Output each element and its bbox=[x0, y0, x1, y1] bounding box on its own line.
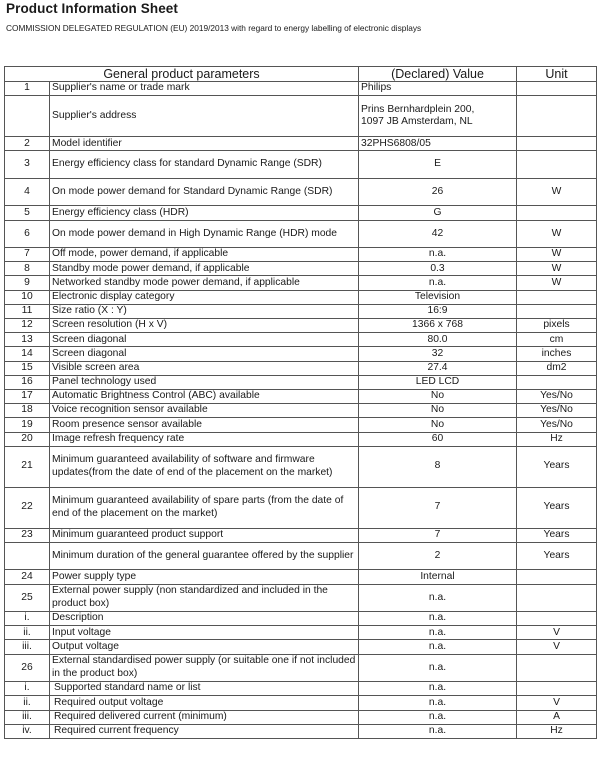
parameter-name: Screen diagonal bbox=[50, 347, 359, 361]
declared-value: 0.3 bbox=[359, 262, 517, 276]
unit-value: V bbox=[517, 696, 597, 710]
unit-value bbox=[517, 151, 597, 179]
parameter-name: Voice recognition sensor available bbox=[50, 404, 359, 418]
declared-value: 1366 x 768 bbox=[359, 319, 517, 333]
declared-value: No bbox=[359, 418, 517, 432]
table-row bbox=[5, 528, 597, 542]
row-number: 23 bbox=[5, 528, 50, 542]
declared-value: Prins Bernhardplein 200, 1097 JB Amsterdam, NL bbox=[359, 96, 517, 137]
parameter-name: Required output voltage bbox=[50, 696, 359, 710]
row-number: i. bbox=[5, 682, 50, 696]
table-row bbox=[5, 389, 597, 403]
table-row bbox=[5, 290, 597, 304]
table-row bbox=[5, 220, 597, 248]
parameter-name: Required current frequency bbox=[50, 724, 359, 738]
table-row bbox=[5, 640, 597, 654]
declared-value: 32 bbox=[359, 347, 517, 361]
declared-value: 7 bbox=[359, 528, 517, 542]
table-row bbox=[5, 724, 597, 738]
declared-value: No bbox=[359, 404, 517, 418]
row-number: 14 bbox=[5, 347, 50, 361]
table-row bbox=[5, 432, 597, 446]
parameter-name: On mode power demand for Standard Dynamic Range (SDR) bbox=[50, 178, 359, 206]
parameter-name: Size ratio (X : Y) bbox=[50, 304, 359, 318]
row-number: 11 bbox=[5, 304, 50, 318]
parameter-name: Minimum guaranteed product support bbox=[50, 528, 359, 542]
unit-value: W bbox=[517, 276, 597, 290]
table-row bbox=[5, 96, 597, 137]
parameter-name: Supported standard name or list bbox=[50, 682, 359, 696]
row-number: i. bbox=[5, 612, 50, 626]
parameter-name: Image refresh frequency rate bbox=[50, 432, 359, 446]
unit-value bbox=[517, 290, 597, 304]
declared-value: LED LCD bbox=[359, 375, 517, 389]
unit-value: W bbox=[517, 262, 597, 276]
declared-value: No bbox=[359, 389, 517, 403]
declared-value: n.a. bbox=[359, 276, 517, 290]
table-row bbox=[5, 319, 597, 333]
parameter-name: On mode power demand in High Dynamic Range (HDR) mode bbox=[50, 220, 359, 248]
declared-value: n.a. bbox=[359, 584, 517, 612]
header-unit: Unit bbox=[517, 67, 597, 82]
parameter-name: Visible screen area bbox=[50, 361, 359, 375]
row-number: 1 bbox=[5, 82, 50, 96]
unit-value: Years bbox=[517, 446, 597, 487]
declared-value: 2 bbox=[359, 542, 517, 570]
unit-value: Years bbox=[517, 528, 597, 542]
table-row bbox=[5, 418, 597, 432]
table-row bbox=[5, 248, 597, 262]
declared-value: n.a. bbox=[359, 654, 517, 682]
unit-value: Hz bbox=[517, 724, 597, 738]
parameter-name: Electronic display category bbox=[50, 290, 359, 304]
declared-value: n.a. bbox=[359, 724, 517, 738]
row-number: 19 bbox=[5, 418, 50, 432]
unit-value bbox=[517, 682, 597, 696]
unit-value bbox=[517, 570, 597, 584]
regulation-subtitle: COMMISSION DELEGATED REGULATION (EU) 2019/2013 with regard to energy labelling of electronic displays bbox=[6, 23, 422, 33]
unit-value: A bbox=[517, 710, 597, 724]
row-number: ii. bbox=[5, 626, 50, 640]
parameter-name: Room presence sensor available bbox=[50, 418, 359, 432]
parameter-name: Networked standby mode power demand, if applicable bbox=[50, 276, 359, 290]
declared-value: n.a. bbox=[359, 612, 517, 626]
header-value: (Declared) Value bbox=[359, 67, 517, 82]
parameter-name: Screen diagonal bbox=[50, 333, 359, 347]
unit-value: V bbox=[517, 640, 597, 654]
parameter-name: Energy efficiency class (HDR) bbox=[50, 206, 359, 220]
row-number: 13 bbox=[5, 333, 50, 347]
header-parameters: General product parameters bbox=[5, 67, 359, 82]
table-row bbox=[5, 682, 597, 696]
unit-value: W bbox=[517, 178, 597, 206]
row-number: 12 bbox=[5, 319, 50, 333]
unit-value bbox=[517, 654, 597, 682]
row-number: 17 bbox=[5, 389, 50, 403]
unit-value: Hz bbox=[517, 432, 597, 446]
page-title: Product Information Sheet bbox=[6, 1, 179, 16]
row-number: 24 bbox=[5, 570, 50, 584]
table-row bbox=[5, 487, 597, 528]
row-number: 4 bbox=[5, 178, 50, 206]
row-number: 8 bbox=[5, 262, 50, 276]
row-number: 26 bbox=[5, 654, 50, 682]
declared-value: 80.0 bbox=[359, 333, 517, 347]
unit-value bbox=[517, 82, 597, 96]
table-row bbox=[5, 151, 597, 179]
parameter-name: Off mode, power demand, if applicable bbox=[50, 248, 359, 262]
row-number: 10 bbox=[5, 290, 50, 304]
declared-value: 60 bbox=[359, 432, 517, 446]
unit-value: Yes/No bbox=[517, 418, 597, 432]
declared-value: Television bbox=[359, 290, 517, 304]
row-number: 15 bbox=[5, 361, 50, 375]
parameter-name: Screen resolution (H x V) bbox=[50, 319, 359, 333]
unit-value bbox=[517, 206, 597, 220]
unit-value: dm2 bbox=[517, 361, 597, 375]
parameter-name: Output voltage bbox=[50, 640, 359, 654]
unit-value bbox=[517, 584, 597, 612]
parameter-name: Input voltage bbox=[50, 626, 359, 640]
table-row bbox=[5, 333, 597, 347]
declared-value: n.a. bbox=[359, 710, 517, 724]
table-row bbox=[5, 654, 597, 682]
unit-value bbox=[517, 375, 597, 389]
row-number: 9 bbox=[5, 276, 50, 290]
declared-value: 27.4 bbox=[359, 361, 517, 375]
row-number: 25 bbox=[5, 584, 50, 612]
row-number: 3 bbox=[5, 151, 50, 179]
row-number: 22 bbox=[5, 487, 50, 528]
unit-value: Years bbox=[517, 487, 597, 528]
row-number: iii. bbox=[5, 640, 50, 654]
row-number: iii. bbox=[5, 710, 50, 724]
parameter-name: Supplier's address bbox=[50, 96, 359, 137]
table-row bbox=[5, 612, 597, 626]
row-number: 21 bbox=[5, 446, 50, 487]
table-row bbox=[5, 626, 597, 640]
parameter-name: Minimum guaranteed availability of software and firmware updates(from the date of end of the placement on the market) bbox=[50, 446, 359, 487]
unit-value: cm bbox=[517, 333, 597, 347]
parameter-name: Power supply type bbox=[50, 570, 359, 584]
table-row bbox=[5, 446, 597, 487]
table-row bbox=[5, 584, 597, 612]
declared-value: Philips bbox=[359, 82, 517, 96]
declared-value: Internal bbox=[359, 570, 517, 584]
table-row bbox=[5, 542, 597, 570]
table-header-row bbox=[5, 67, 597, 82]
declared-value: E bbox=[359, 151, 517, 179]
table-row bbox=[5, 82, 597, 96]
declared-value: n.a. bbox=[359, 682, 517, 696]
row-number: 16 bbox=[5, 375, 50, 389]
table-row bbox=[5, 178, 597, 206]
parameter-name: Standby mode power demand, if applicable bbox=[50, 262, 359, 276]
row-number: 2 bbox=[5, 137, 50, 151]
table-row bbox=[5, 206, 597, 220]
parameter-name: Minimum duration of the general guarantee offered by the supplier bbox=[50, 542, 359, 570]
table-row bbox=[5, 262, 597, 276]
table-row bbox=[5, 710, 597, 724]
unit-value bbox=[517, 612, 597, 626]
parameter-name: Description bbox=[50, 612, 359, 626]
row-number: ii. bbox=[5, 696, 50, 710]
parameter-name: Minimum guaranteed availability of spare parts (from the date of end of the placement on the market) bbox=[50, 487, 359, 528]
row-number: 5 bbox=[5, 206, 50, 220]
unit-value: Yes/No bbox=[517, 404, 597, 418]
parameter-name: Required delivered current (minimum) bbox=[50, 710, 359, 724]
declared-value: n.a. bbox=[359, 696, 517, 710]
table-row bbox=[5, 276, 597, 290]
table-row bbox=[5, 696, 597, 710]
table-row bbox=[5, 137, 597, 151]
unit-value: V bbox=[517, 626, 597, 640]
declared-value: n.a. bbox=[359, 248, 517, 262]
row-number bbox=[5, 96, 50, 137]
declared-value: n.a. bbox=[359, 626, 517, 640]
unit-value: pixels bbox=[517, 319, 597, 333]
declared-value: 8 bbox=[359, 446, 517, 487]
row-number: 6 bbox=[5, 220, 50, 248]
table-row bbox=[5, 404, 597, 418]
parameter-name: External power supply (non standardized and included in the product box) bbox=[50, 584, 359, 612]
unit-value bbox=[517, 96, 597, 137]
unit-value: W bbox=[517, 248, 597, 262]
declared-value: 32PHS6808/05 bbox=[359, 137, 517, 151]
declared-value: 26 bbox=[359, 178, 517, 206]
table-row bbox=[5, 361, 597, 375]
unit-value: W bbox=[517, 220, 597, 248]
row-number: iv. bbox=[5, 724, 50, 738]
parameter-name: External standardised power supply (or suitable one if not included in the product box) bbox=[50, 654, 359, 682]
parameter-name: Model identifier bbox=[50, 137, 359, 151]
unit-value bbox=[517, 304, 597, 318]
unit-value bbox=[517, 137, 597, 151]
row-number: 20 bbox=[5, 432, 50, 446]
parameter-name: Automatic Brightness Control (ABC) available bbox=[50, 389, 359, 403]
parameter-name: Supplier's name or trade mark bbox=[50, 82, 359, 96]
row-number bbox=[5, 542, 50, 570]
parameter-name: Energy efficiency class for standard Dynamic Range (SDR) bbox=[50, 151, 359, 179]
row-number: 18 bbox=[5, 404, 50, 418]
table-row bbox=[5, 347, 597, 361]
unit-value: Yes/No bbox=[517, 389, 597, 403]
declared-value: n.a. bbox=[359, 640, 517, 654]
parameter-name: Panel technology used bbox=[50, 375, 359, 389]
unit-value: inches bbox=[517, 347, 597, 361]
row-number: 7 bbox=[5, 248, 50, 262]
declared-value: G bbox=[359, 206, 517, 220]
table-row bbox=[5, 570, 597, 584]
unit-value: Years bbox=[517, 542, 597, 570]
product-parameters-table bbox=[4, 66, 597, 739]
table-row bbox=[5, 304, 597, 318]
table-row bbox=[5, 375, 597, 389]
declared-value: 42 bbox=[359, 220, 517, 248]
declared-value: 16:9 bbox=[359, 304, 517, 318]
declared-value: 7 bbox=[359, 487, 517, 528]
